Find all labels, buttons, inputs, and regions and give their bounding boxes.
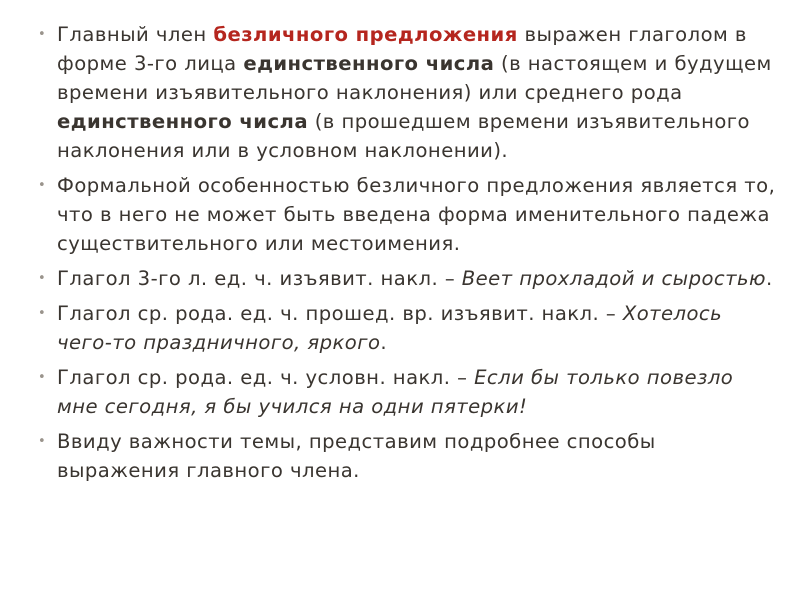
text-segment: . [380,331,388,354]
text-segment: (в настоящем и будущем времени изъявительного наклонения) или среднего рода [57,52,772,104]
highlighted-term: безличного предложения [213,23,518,46]
bullet-main-member [38,20,778,165]
text-segment: (в прошедшем времени изъявительного наклонения или в условном наклонении). [57,110,750,162]
bullet-dot-icon: • [38,370,47,385]
text-segment: . [765,267,773,290]
text-segment: выражен глаголом в форме 3-го лица [57,23,747,75]
bullet-dot-icon: • [38,178,47,193]
example-sentence: Веет прохладой и сыростью [461,267,766,290]
bullet-dot-icon: • [38,27,47,42]
text-segment: Формальной особенностью безличного предложения является то, что в него не может быть введена форма именительного падежа существительного или местоимения. [57,174,776,255]
text-segment: Глагол 3-го л. ед. ч. изъявит. накл. – [57,267,462,290]
text-segment: Глагол ср. рода. ед. ч. условн. накл. – [57,366,475,389]
bullet-dot-icon: • [38,271,47,286]
bullet-list [38,20,778,491]
bold-term: единственного числа [57,110,309,133]
bullet-example-present [38,264,778,293]
text-segment: Глагол ср. рода. ед. ч. прошед. вр. изъявит. накл. – [57,302,623,325]
bullet-dot-icon: • [38,306,47,321]
example-sentence: Хотелось чего-то праздничного, яркого [57,302,723,354]
example-sentence: Если бы только повезло мне сегодня, я бы учился на одни пятерки! [57,366,734,418]
bullet-example-conditional [38,363,778,421]
bullet-formal-feature [38,171,778,258]
text-segment: Главный член [57,23,214,46]
bullet-example-past [38,299,778,357]
bullet-dot-icon: • [38,434,47,449]
bullet-conclusion [38,427,778,485]
text-segment: Ввиду важности темы, представим подробнее способы выражения главного члена. [57,430,656,482]
bold-term: единственного числа [243,52,495,75]
